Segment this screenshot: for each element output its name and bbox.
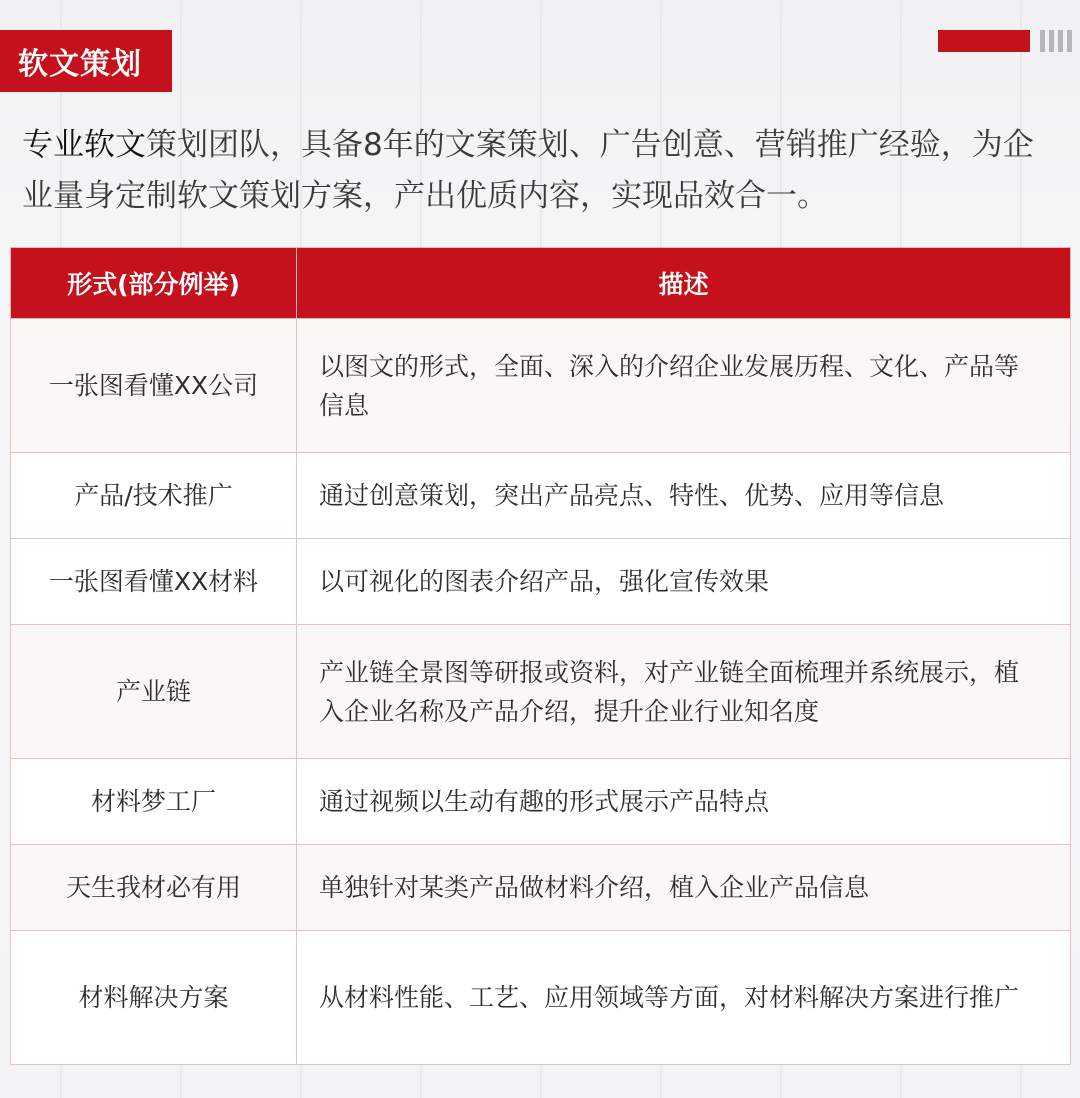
form-cell: 天生我材必有用 (11, 845, 297, 931)
decorative-grey-bar (1049, 30, 1054, 52)
form-cell: 材料解决方案 (11, 931, 297, 1065)
table-row (11, 453, 1071, 539)
form-cell: 材料梦工厂 (11, 759, 297, 845)
section-title (0, 30, 172, 92)
description-cell: 通过视频以生动有趣的形式展示产品特点 (297, 759, 1071, 845)
decorative-grey-bar (1040, 30, 1045, 52)
decorative-grey-bar (1058, 30, 1063, 52)
description-cell: 单独针对某类产品做材料介绍，植入企业产品信息 (297, 845, 1071, 931)
form-cell: 一张图看懂XX公司 (11, 319, 297, 453)
table-row (11, 539, 1071, 625)
format-table (10, 247, 1071, 1065)
table-row (11, 319, 1071, 453)
description-cell: 通过创意策划，突出产品亮点、特性、优势、应用等信息 (297, 453, 1071, 539)
form-cell: 一张图看懂XX材料 (11, 539, 297, 625)
table-row (11, 845, 1071, 931)
header-form: 形式(部分例举) (11, 248, 297, 319)
description-cell: 从材料性能、工艺、应用领域等方面，对材料解决方案进行推广 (297, 931, 1071, 1065)
table-row (11, 931, 1071, 1065)
decorative-grey-bar (1067, 30, 1072, 52)
table-row (11, 625, 1071, 759)
decorative-red-bar (938, 30, 1030, 52)
table-row (11, 759, 1071, 845)
decorative-bars (938, 30, 1072, 52)
header-description: 描述 (297, 248, 1071, 319)
intro-rest: 策划团队，具备8年的文案策划、广告创意、营销推广经验，为企业量身定制软文策划方案，产出优质内容，实现品效合一。 (22, 127, 1034, 214)
form-cell: 产品/技术推广 (11, 453, 297, 539)
description-cell: 以可视化的图表介绍产品，强化宣传效果 (297, 539, 1071, 625)
intro-paragraph (22, 120, 1052, 222)
description-cell: 产业链全景图等研报或资料，对产业链全面梳理并系统展示，植入企业名称及产品介绍，提升企业行业知名度 (297, 625, 1071, 759)
section-title-text: 软文策划 (18, 47, 142, 82)
intro-lead: 专业软文 (22, 127, 146, 163)
table-header-row (11, 248, 1071, 319)
form-cell: 产业链 (11, 625, 297, 759)
description-cell: 以图文的形式，全面、深入的介绍企业发展历程、文化、产品等信息 (297, 319, 1071, 453)
